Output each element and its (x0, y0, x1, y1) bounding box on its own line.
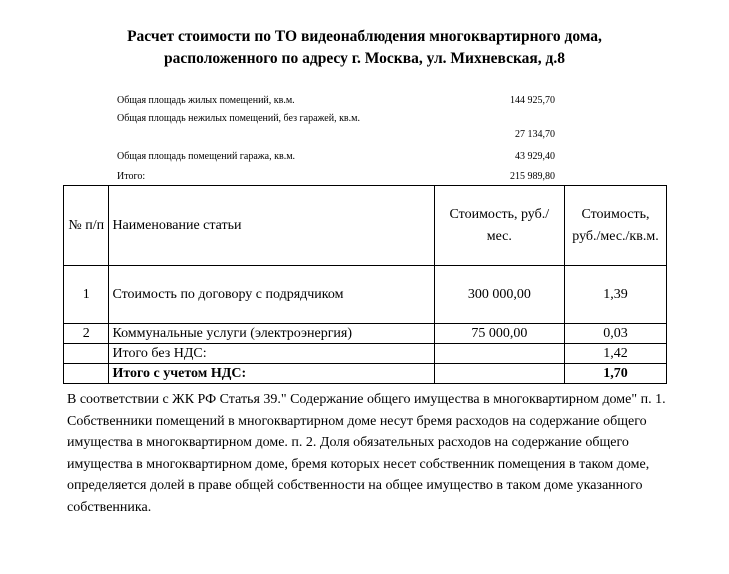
summary-value: 215 989,80 (510, 171, 555, 182)
total-no-vat-label: Итого без НДС: (109, 344, 434, 364)
row-num: 1 (64, 266, 109, 324)
total-without-vat-row (64, 344, 667, 364)
row-num-empty (64, 364, 109, 384)
summary-value: 27 134,70 (515, 129, 555, 140)
total-vat-cost-empty (434, 364, 564, 384)
header-num: № п/п (64, 186, 109, 266)
summary-value: 144 925,70 (510, 95, 555, 106)
header-cost: Стоимость, руб./мес. (434, 186, 564, 266)
table-header-row (64, 186, 667, 266)
table-row (64, 324, 667, 344)
row-cost: 300 000,00 (434, 266, 564, 324)
title-line-2: расположенного по адресу г. Москва, ул. Михневская, д.8 (163, 50, 566, 67)
title-line-1: Расчет стоимости по ТО видеонаблюдения многоквартирного дома, (127, 28, 602, 45)
total-with-vat-row (64, 364, 667, 384)
summary-label: Общая площадь нежилых помещений, без гаражей, кв.м. (117, 113, 360, 124)
summary-label: Общая площадь помещений гаража, кв.м. (117, 151, 296, 162)
row-cost: 75 000,00 (434, 324, 564, 344)
document-title (0, 26, 729, 70)
summary-label: Итого: (117, 171, 146, 182)
row-name: Стоимость по договору с подрядчиком (109, 266, 434, 324)
row-name: Коммунальные услуги (электроэнергия) (109, 324, 434, 344)
summary-label: Общая площадь жилых помещений, кв.м. (117, 95, 295, 106)
row-num-empty (64, 344, 109, 364)
row-rate: 1,39 (564, 266, 666, 324)
row-rate: 0,03 (564, 324, 666, 344)
total-no-vat-rate: 1,42 (564, 344, 666, 364)
row-num: 2 (64, 324, 109, 344)
header-rate: Стоимость, руб./мес./кв.м. (564, 186, 666, 266)
total-vat-label: Итого с учетом НДС: (109, 364, 434, 384)
total-vat-rate: 1,70 (564, 364, 666, 384)
header-name: Наименование статьи (109, 186, 434, 266)
total-no-vat-cost-empty (434, 344, 564, 364)
summary-value: 43 929,40 (515, 151, 555, 162)
legal-note: В соответствии с ЖК РФ Статья 39." Содержание общего имущества в многоквартирном доме" п. 1. Собственники помещений в многоквартирном доме несут бремя расходов на содержание общего имущества в многоквартирном доме. п. 2. Доля обязательных расходов на содержание общего имущества в многоквартирном доме, бремя которых несет собственник помещения в таком доме, определяется долей в праве общей собственности на общее имущество в таком доме указанного собственника. (67, 392, 666, 515)
table-row (64, 266, 667, 324)
cost-table (63, 185, 667, 384)
